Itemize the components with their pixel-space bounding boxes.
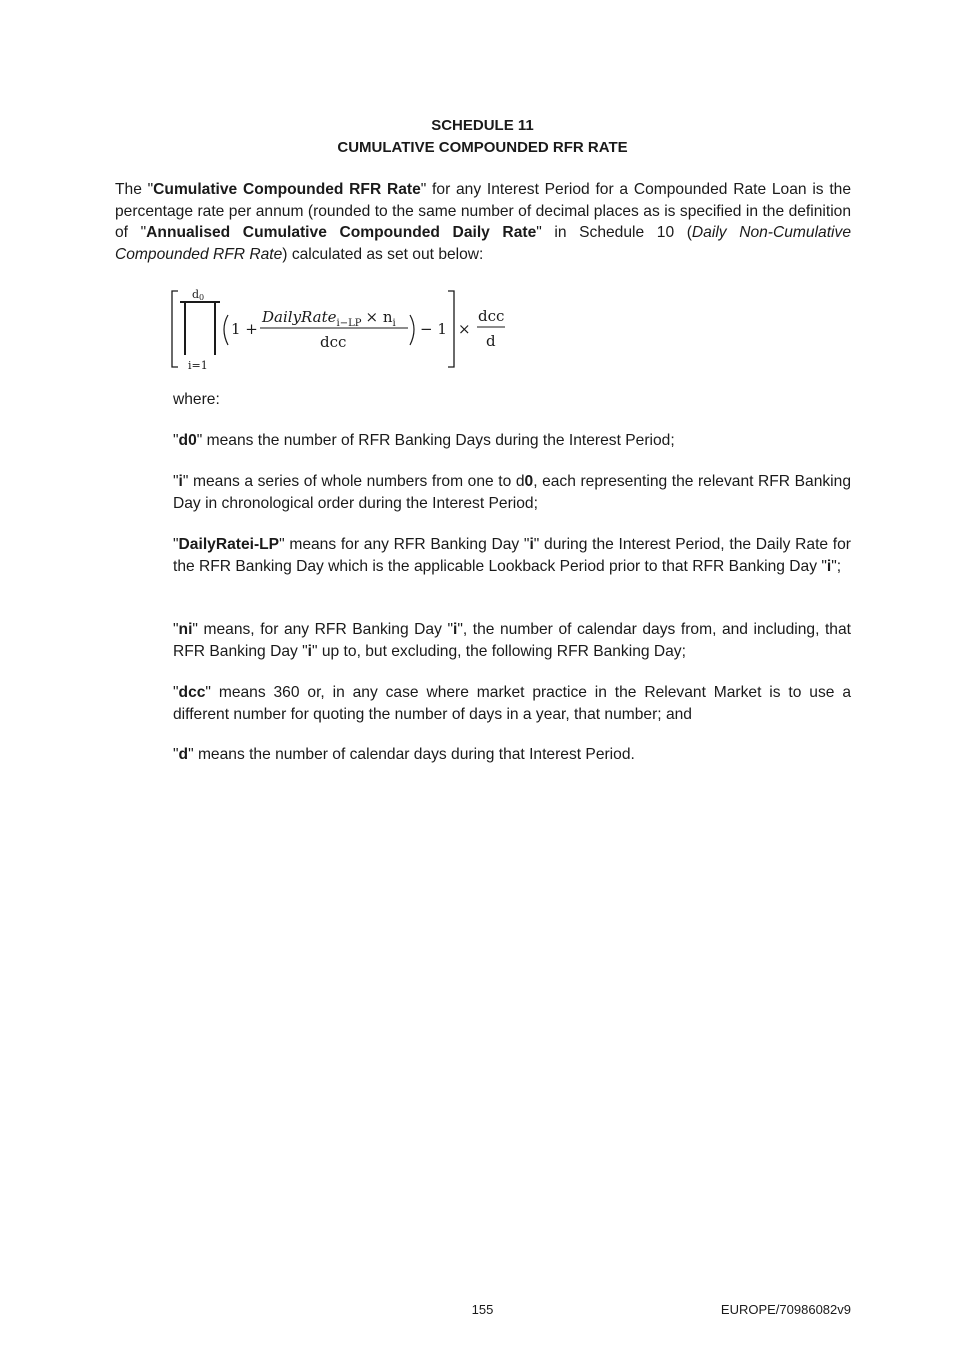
intro-paragraph: The "Cumulative Compounded RFR Rate" for any Interest Period for a Compounded Rate Loan is the percentage rate per annum (rounded to the same number of decimal places as is specified in the definition of "Annualised Cumulative Compounded Daily Rate" in Schedule 10 (Daily Non-Cumulative Compounded RFR Rate) calculated as set out below: (115, 181, 851, 263)
schedule-title: SCHEDULE 11 (431, 117, 534, 134)
document-reference: EUROPE/70986082v9 (720, 1302, 851, 1317)
left-paren (224, 315, 228, 345)
formula-numerator: DailyRate$_{i-LP}$ × $n_i$ (262, 308, 396, 329)
left-bracket (172, 291, 178, 367)
formula-graphic (168, 285, 528, 375)
second-fraction-denominator: d (486, 332, 496, 350)
definition-i: "i" means a series of whole numbers from one to d0, each representing the relevant RFR Banking Day in chronological order during the Interest Period; (173, 473, 851, 512)
product-symbol (180, 302, 220, 355)
right-bracket (448, 291, 454, 367)
definition-dailyrate: "DailyRatei-LP" means for any RFR Banking Day "i" during the Interest Period, the Daily Rate for the RFR Banking Day which is the applicable Lookback Period prior to that RFR Banking Day "i"; (173, 536, 851, 575)
formula-denominator: dcc (320, 333, 347, 351)
right-paren (410, 315, 414, 345)
term-annualised-rate: Annualised Cumulative Compounded Daily Rate (146, 224, 537, 242)
definition-dcc: "dcc" means 360 or, in any case where market practice in the Relevant Market is to use a different number for quoting the number of days in a year, that number; and (173, 684, 851, 723)
formula-minus-one: − 1 (420, 320, 447, 338)
schedule-10-reference: Daily Non-Cumulative Compounded RFR Rate (115, 224, 851, 263)
definition-d0: "d0" means the number of RFR Banking Days during the Interest Period; (173, 432, 675, 449)
definition-d: "d" means the number of calendar days during that Interest Period. (173, 746, 635, 763)
formula-times: × (458, 320, 471, 338)
term-cumulative-compounded-rfr-rate: Cumulative Compounded RFR Rate (153, 181, 421, 198)
schedule-subtitle: CUMULATIVE COMPOUNDED RFR RATE (337, 139, 628, 156)
formula-one-plus: 1 + (231, 320, 258, 338)
compounding-formula (168, 285, 528, 375)
second-fraction-numerator: dcc (478, 307, 505, 325)
page-number: 155 (471, 1302, 494, 1317)
where-label: where: (173, 391, 220, 408)
product-lower-limit: i=1 (188, 359, 208, 372)
definition-ni: "ni" means, for any RFR Banking Day "i", the number of calendar days from, and including, that RFR Banking Day "i" up to, but excluding, the following RFR Banking Day; (173, 621, 851, 660)
product-upper-limit: d0 (192, 288, 205, 302)
